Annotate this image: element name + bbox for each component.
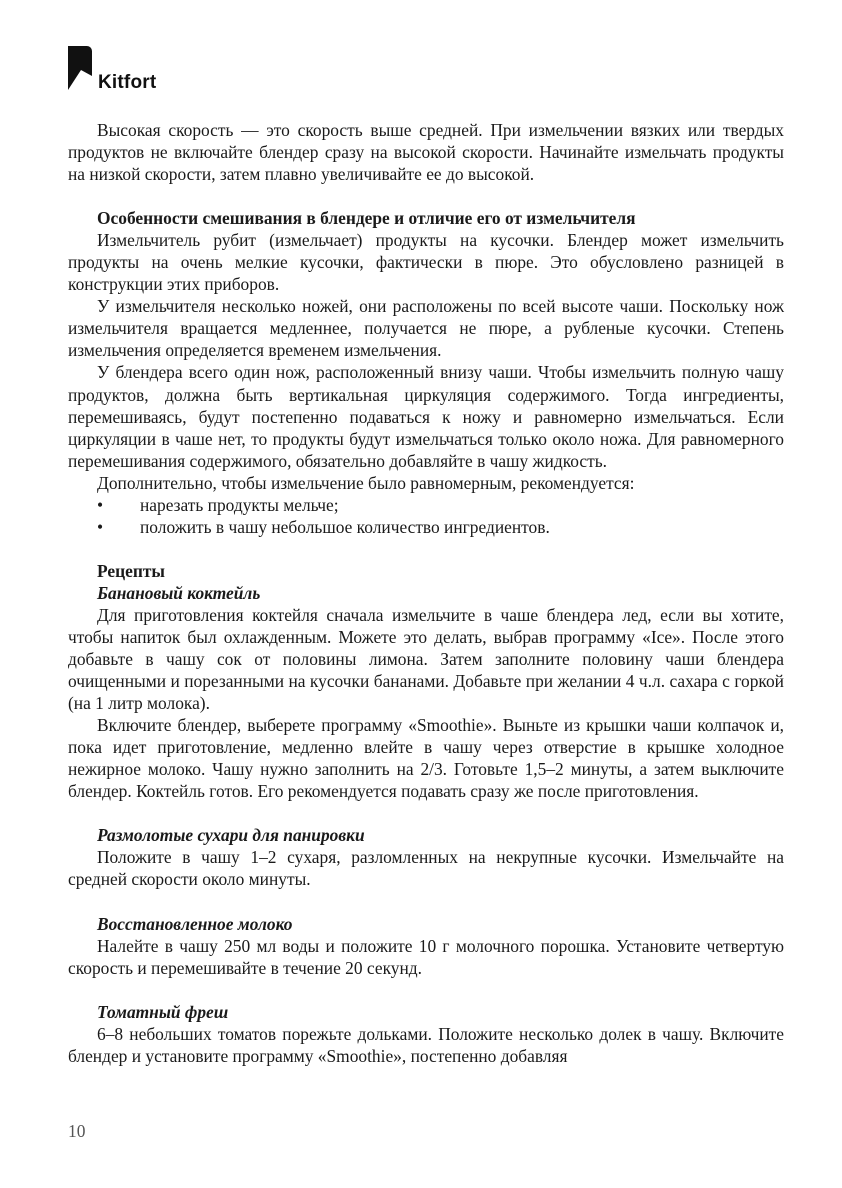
recipe-title-milk: Восстановленное молоко (97, 913, 293, 934)
intro-paragraph: Высокая скорость — это скорость выше средней. При измельчении вязких или твердых продуктов не включайте блендер сразу на высокой скорости. Начинайте измельчать продукты на низкой скорости, затем плавно увеличивайте ее до высокой. (68, 120, 784, 185)
milk-paragraph: Налейте в чашу 250 мл воды и положите 10 г молочного порошка. Установите четвертую скорость и перемешивайте в течение 20 секунд. (68, 935, 784, 978)
kitfort-flag-icon (68, 46, 92, 90)
mixing-paragraph-2: У измельчителя несколько ножей, они расположены по всей высоте чаши. Поскольку нож измельчителя вращается медленнее, получается не пюре, а рубленые кусочки. Степень измельчения определяется временем измельчения. (68, 296, 784, 361)
crumbs-paragraph: Положите в чашу 1–2 сухаря, разломленных на некрупные кусочки. Измельчайте на средней скорости около минуты. (68, 847, 784, 890)
recipe-title-banana: Банановый коктейль (97, 582, 261, 603)
bullet-icon: • (97, 494, 104, 515)
page-content (68, 119, 784, 1067)
recipe-title-tomato: Томатный фреш (97, 1001, 229, 1022)
section-heading-mixing: Особенности смешивания в блендере и отличие его от измельчителя (97, 208, 636, 229)
banana-paragraph-2: Включите блендер, выберете программу «Smoothie». Выньте из крышки чаши колпачок и, пока идет приготовление, медленно влейте в чашу через отверстие в крышке холодное нежирное молоко. Чашу нужно заполнить на 2/3. Готовьте 1,5–2 минуты, а затем выключите блендер. Коктейль готов. Его рекомендуется подавать сразу же после приготовления. (68, 715, 784, 802)
brand-logo (68, 46, 188, 96)
list-item (68, 494, 784, 516)
mixing-paragraph-1: Измельчитель рубит (измельчает) продукты на кусочки. Блендер может измельчить продукты на очень мелкие кусочки, фактически в пюре. Это обусловлено разницей в конструкции этих приборов. (68, 230, 784, 295)
page-number: 10 (68, 1121, 86, 1141)
section-heading-recipes: Рецепты (97, 560, 165, 581)
banana-paragraph-1: Для приготовления коктейля сначала измельчите в чаше блендера лед, если вы хотите, чтобы напиток был охлажденным. Можете это делать, выбрав программу «Ice». После этого добавьте в чашу сок от половины лимона. Затем заполните половину чаши блендера очищенными и порезанными на кусочки бананами. Добавьте при желании 4 ч.л. сахара с горкой (на 1 литр молока). (68, 604, 784, 714)
brand-name: Kitfort (98, 72, 157, 93)
tomato-paragraph: 6–8 небольших томатов порежьте дольками. Положите несколько долек в чашу. Включите блендер и установите программу «Smoothie», постепенно добавляя (68, 1023, 784, 1066)
mixing-paragraph-4: Дополнительно, чтобы измельчение было равномерным, рекомендуется: (97, 472, 635, 493)
recipe-title-crumbs: Размолотые сухари для панировки (97, 825, 365, 846)
list-item-text: нарезать продукты мельче; (140, 494, 339, 515)
list-item (68, 516, 784, 538)
bullet-icon: • (97, 516, 104, 537)
list-item-text: положить в чашу небольшое количество ингредиентов. (140, 516, 550, 537)
mixing-paragraph-3: У блендера всего один нож, расположенный внизу чаши. Чтобы измельчить полную чашу продуктов, должна быть вертикальная циркуляция содержимого. Тогда ингредиенты, перемешиваясь, будут постепенно подаваться к ножу и равномерно измельчаться. Если циркуляции в чаше нет, то продукты будут измельчаться только около ножа. Для равномерного перемешивания содержимого, обязательно добавляйте в чашу жидкость. (68, 362, 784, 471)
